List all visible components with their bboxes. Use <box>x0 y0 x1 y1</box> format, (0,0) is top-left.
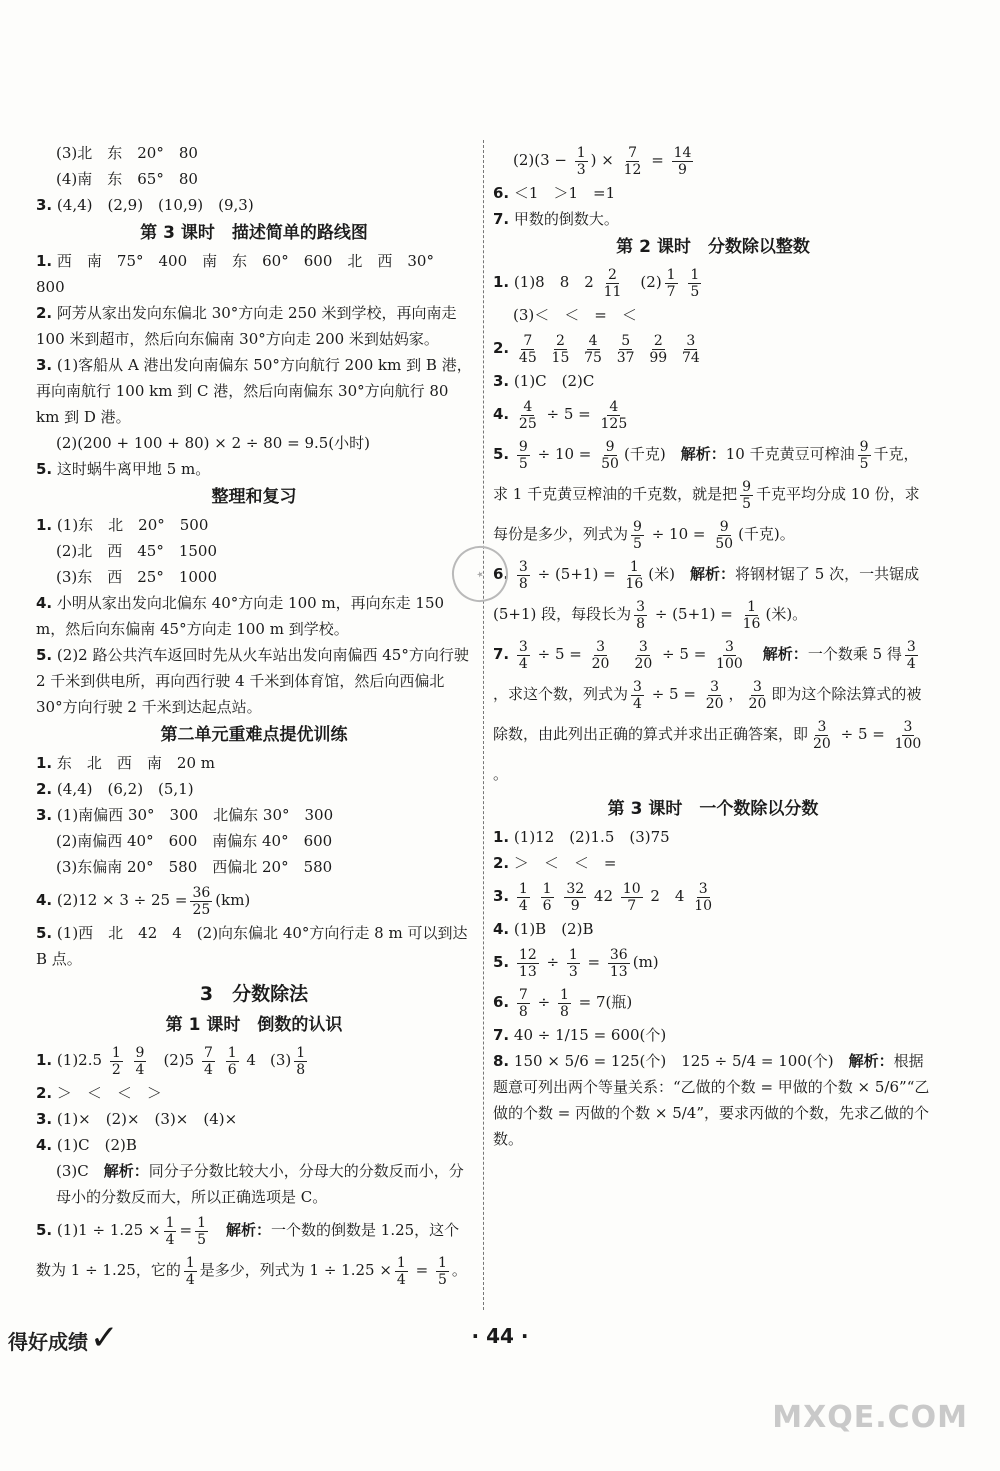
answer-line: (3)C 解析：同分子分数比较大小，分母大的分数反而小，分母小的分数反而大，所以正确选项是 C。 <box>56 1162 464 1206</box>
answer-line: 5. $\frac{12}{13}$ ÷ $\frac{1}{3}$ = $\frac{36}{13}$ (m) <box>493 946 659 980</box>
answer-line: 1. (1)12 (2)1.5 (3)75 <box>493 828 670 846</box>
answer-line: 4. (1)C (2)B <box>36 1136 137 1154</box>
section-heading: 第 1 课时 倒数的认识 <box>165 1015 343 1035</box>
answer-line: 4. (2)12 × 3 ÷ 25 = $\frac{36}{25}$ (km) <box>36 884 251 918</box>
page-number: · 44 · <box>471 1324 529 1348</box>
column-divider <box>483 140 484 1310</box>
answer-line: 800 <box>36 278 65 296</box>
watermark: MXQE.COM <box>772 1400 968 1435</box>
answer-line: 6. $\frac{7}{8}$ ÷ $\frac{1}{8}$ = 7(瓶) <box>493 986 633 1020</box>
answer-line: (4)南 东 65° 80 <box>56 170 198 188</box>
stamp-seal: ★ <box>444 538 516 610</box>
answer-line: 2. ＞ ＜ ＜ = <box>493 854 617 872</box>
answer-line: (2)(3 − $\frac{1}{3}$ ) × $\frac{7}{12}$ = $\frac{14}{9}$ <box>513 144 692 178</box>
answer-line: 1. 东 北 西 南 20 m <box>36 754 216 772</box>
answer-line: 7. $\frac{3}{4}$ ÷ 5 = $\frac{3}{20}$ $\frac{3}{20}$ ÷ 5 = $\frac{3}{100}$ 解析：一个数乘 5 得 $\frac{3}{4}$ ，求这个数，列式为 $\frac{3}{4}$ ÷ 5 = $\frac{3}{20}$ ， $\frac{3}{20}$ 即为这个除法算式的被除数，由此列出正确的算式并求出正确答案，即 $\frac{3}{20}$ ÷ 5 = $\frac{3}{100}$ 。 <box>493 638 922 783</box>
answer-line: 5. (1)西 北 42 4 (2)向东偏北 40°方向行走 8 m 可以到达 B 点。 <box>36 924 468 968</box>
answer-line: 3. (1)C (2)C <box>493 372 595 390</box>
answer-line: 3. (4,4) (2,9) (10,9) (9,3) <box>36 196 254 214</box>
checkmark-icon: ✓ <box>90 1318 119 1358</box>
answer-line: 4. $\frac{4}{25}$ ÷ 5 = $\frac{4}{125}$ <box>493 398 628 432</box>
answer-line: 5. (2)2 路公共汽车返回时先从火车站出发向南偏西 45°方向行驶 2 千米到供电所，再向西行驶 4 千米到体育馆，然后向西偏北 30°方向行驶 2 千米到达起点站。 <box>36 646 469 716</box>
answer-line: 1. (1)8 8 2 $\frac{2}{11}$ (2) $\frac{1}{7}$ $\frac{1}{5}$ <box>493 266 700 300</box>
chapter-heading: 3 分数除法 <box>199 983 309 1005</box>
answer-line: 6. $\frac{3}{8}$ ÷ (5+1) = $\frac{1}{16}$ (米) 解析：将钢材锯了 5 次，一共锯成 (5+1) 段，每段长为 $\frac{3}{8}$ ÷ (5+1) = $\frac{1}{16}$ (米)。 <box>493 558 920 632</box>
section-heading: 第 3 课时 一个数除以分数 <box>607 799 819 819</box>
answer-line: 7. 40 ÷ 1/15 = 600(个) <box>493 1026 667 1044</box>
answer-line: 2. (4,4) (6,2) (5,1) <box>36 780 194 798</box>
right-column <box>493 140 933 1152</box>
answer-line: 4. (1)B (2)B <box>493 920 594 938</box>
section-heading: 第 3 课时 描述简单的路线图 <box>140 223 368 243</box>
section-heading: 整理和复习 <box>211 487 297 507</box>
answer-line: 8. 150 × 5/6 = 125(个) 125 ÷ 5/4 = 100(个) 解析：根据题意可列出两个等量关系：“乙做的个数 = 甲做的个数 × 5/6”“乙做的个数 = 丙做的个数 × 5/4”，要求丙做的个数，先求乙做的个数。 <box>493 1052 930 1148</box>
answer-line: 1. (1)2.5 $\frac{1}{2}$ $\frac{9}{4}$ (2)5 $\frac{7}{4}$ $\frac{1}{6}$ 4 (3) $\frac{1}{8}$ <box>36 1044 306 1078</box>
answer-line: 5. (1)1 ÷ 1.25 × $\frac{1}{4}$ = $\frac{1}{5}$ 解析：一个数的倒数是 1.25，这个数为 1 ÷ 1.25，它的 $\frac{1}{4}$ 是多少，列式为 1 ÷ 1.25 × $\frac{1}{4}$ = $\frac{1}{5}$ 。 <box>36 1214 467 1288</box>
answer-line: 7. 甲数的倒数大。 <box>493 210 619 228</box>
answer-line: (3)＜ ＜ = ＜ <box>513 306 637 324</box>
answer-line: (3)东 西 25° 1000 <box>56 568 218 586</box>
answer-line: (2)(200 + 100 + 80) × 2 ÷ 80 = 9.5(小时) <box>56 434 371 452</box>
answer-line: (2)北 西 45° 1500 <box>56 542 218 560</box>
answer-line: 2. ＞ ＜ ＜ ＞ <box>36 1084 162 1102</box>
answer-line: 2. $\frac{7}{45}$ $\frac{2}{15}$ $\frac{4}{75}$ $\frac{5}{37}$ $\frac{2}{99}$ $\frac{3}{74}$ <box>493 332 700 366</box>
brand-logo: 得好成绩✓ <box>8 1318 119 1358</box>
answer-line: 3. (1)客船从 A 港出发向南偏东 50°方向航行 200 km 到 B 港，再向南航行 100 km 到 C 港，然后向南偏东 30°方向航行 80 km 到 D 港。 <box>36 356 472 426</box>
answer-line: (3)北 东 20° 80 <box>56 144 198 162</box>
answer-line: 2. 阿芳从家出发向东偏北 30°方向走 250 米到学校，再向南走 100 米到超市，然后向东偏南 30°方向走 200 米到姑妈家。 <box>36 304 457 348</box>
section-heading: 第 2 课时 分数除以整数 <box>616 237 810 257</box>
answer-line: (2)南偏西 40° 600 南偏东 40° 600 <box>56 832 333 850</box>
left-column <box>36 140 472 1290</box>
answer-line: 3. (1)× (2)× (3)× (4)× <box>36 1110 238 1128</box>
answer-line: 3. (1)南偏西 30° 300 北偏东 30° 300 <box>36 806 334 824</box>
answer-line: 6. ＜1 ＞1 =1 <box>493 184 616 202</box>
answer-line: (3)东偏南 20° 580 西偏北 20° 580 <box>56 858 333 876</box>
answer-line: 4. 小明从家出发向北偏东 40°方向走 100 m，再向东走 150 m，然后向东偏南 45°方向走 100 m 到学校。 <box>36 594 445 638</box>
answer-line: 1. (1)东 北 20° 500 <box>36 516 209 534</box>
answer-line: 5. 这时蜗牛离甲地 5 m。 <box>36 460 211 478</box>
answer-line: 3. $\frac{1}{4}$ $\frac{1}{6}$ $\frac{32}{9}$ 42 $\frac{10}{7}$ 2 4 $\frac{3}{10}$ <box>493 880 713 914</box>
answer-line: 5. $\frac{9}{5}$ ÷ 10 = $\frac{9}{50}$ (千克) 解析：10 千克黄豆可榨油 $\frac{9}{5}$ 千克，求 1 千克黄豆榨油的千克数，就是把 $\frac{9}{5}$ 千克平均分成 10 份，求每份是多少，列式为 $\frac{9}{5}$ ÷ 10 = $\frac{9}{50}$ (千克)。 <box>493 438 920 552</box>
section-heading: 第二单元重难点提优训练 <box>160 725 348 745</box>
answer-line: 1. 西 南 75° 400 南 东 60° 600 北 西 30° <box>36 252 434 270</box>
